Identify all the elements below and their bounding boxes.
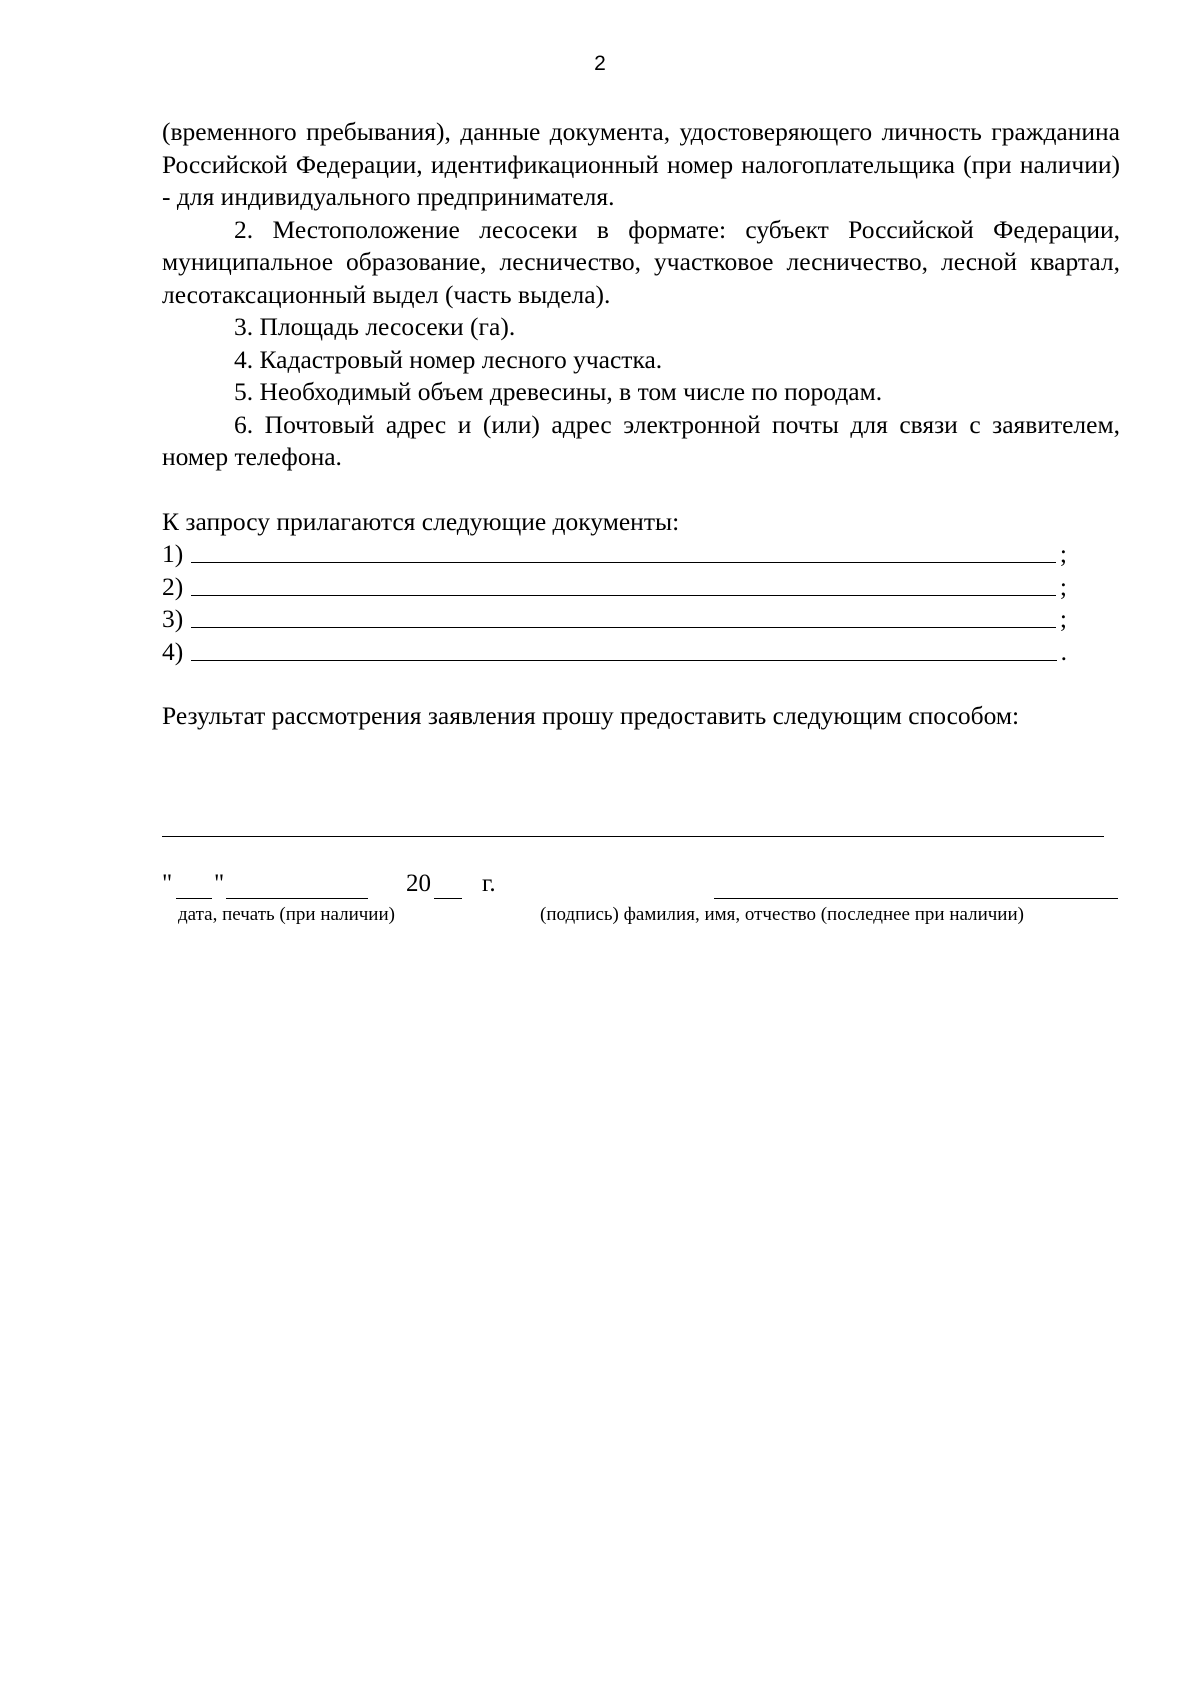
spacer	[162, 474, 1120, 506]
signature-caption: (подпись) фамилия, имя, отчество (последнее при наличии)	[540, 904, 1024, 925]
year-suffix: г.	[482, 870, 496, 897]
day-blank-field[interactable]	[176, 870, 212, 899]
date-signature-row	[162, 870, 1122, 900]
attachment-line-4[interactable]	[162, 636, 1067, 669]
attachment-line-end: ;	[1059, 571, 1067, 601]
logging-site-location-paragraph: 2. Местоположение лесосеки в формате: субъект Российской Федерации, муниципальное образование, лесничество, участковое лесничество, лесной квартал, лесотаксационный выдел (часть выдела).	[162, 214, 1120, 309]
date-open-quote: "	[162, 870, 173, 897]
document-body	[162, 116, 1120, 733]
attachment-line-2[interactable]	[162, 571, 1067, 604]
attachments-heading: К запросу прилагаются следующие документы:	[162, 506, 680, 536]
delivery-method-blank-field[interactable]	[162, 836, 1104, 837]
signature-blank-field[interactable]	[714, 870, 1118, 899]
month-blank-field[interactable]	[226, 870, 368, 899]
attachment-blank-field[interactable]	[191, 638, 1056, 661]
attachment-number: 2)	[162, 571, 184, 601]
attachment-blank-field[interactable]	[191, 540, 1056, 563]
year-blank-field[interactable]	[434, 870, 462, 899]
page-number: 2	[594, 52, 606, 75]
timber-volume-paragraph: 5. Необходимый объем древесины, в том числе по породам.	[234, 377, 883, 406]
year-prefix: 20	[406, 870, 431, 897]
attachment-blank-field[interactable]	[191, 605, 1056, 628]
attachment-number: 1)	[162, 539, 184, 568]
spacer	[162, 668, 1120, 700]
cadastral-number-paragraph: 4. Кадастровый номер лесного участка.	[234, 344, 663, 374]
attachment-line-3[interactable]	[162, 603, 1067, 636]
attachment-number: 4)	[162, 636, 184, 666]
attachment-line-end: .	[1060, 636, 1067, 666]
contact-address-paragraph: 6. Почтовый адрес и (или) адрес электронной почты для связи с заявителем, номер телефона.	[162, 409, 1120, 471]
attachment-line-end: ;	[1059, 604, 1067, 633]
attachment-blank-field[interactable]	[191, 573, 1056, 596]
date-close-quote: "	[214, 870, 225, 897]
attachment-line-1[interactable]	[162, 538, 1067, 571]
logging-site-area-paragraph: 3. Площадь лесосеки (га).	[234, 312, 516, 341]
applicant-details-paragraph: (временного пребывания), данные документа, удостоверяющего личность гражданина Российской Федерации, идентификационный номер налогоплательщика (при наличии) - для индивидуального предпринимателя.	[162, 117, 1120, 211]
result-delivery-paragraph: Результат рассмотрения заявления прошу предоставить следующим способом:	[162, 701, 1020, 730]
date-caption: дата, печать (при наличии)	[178, 904, 395, 925]
attachment-number: 3)	[162, 604, 184, 633]
attachment-line-end: ;	[1059, 539, 1067, 568]
